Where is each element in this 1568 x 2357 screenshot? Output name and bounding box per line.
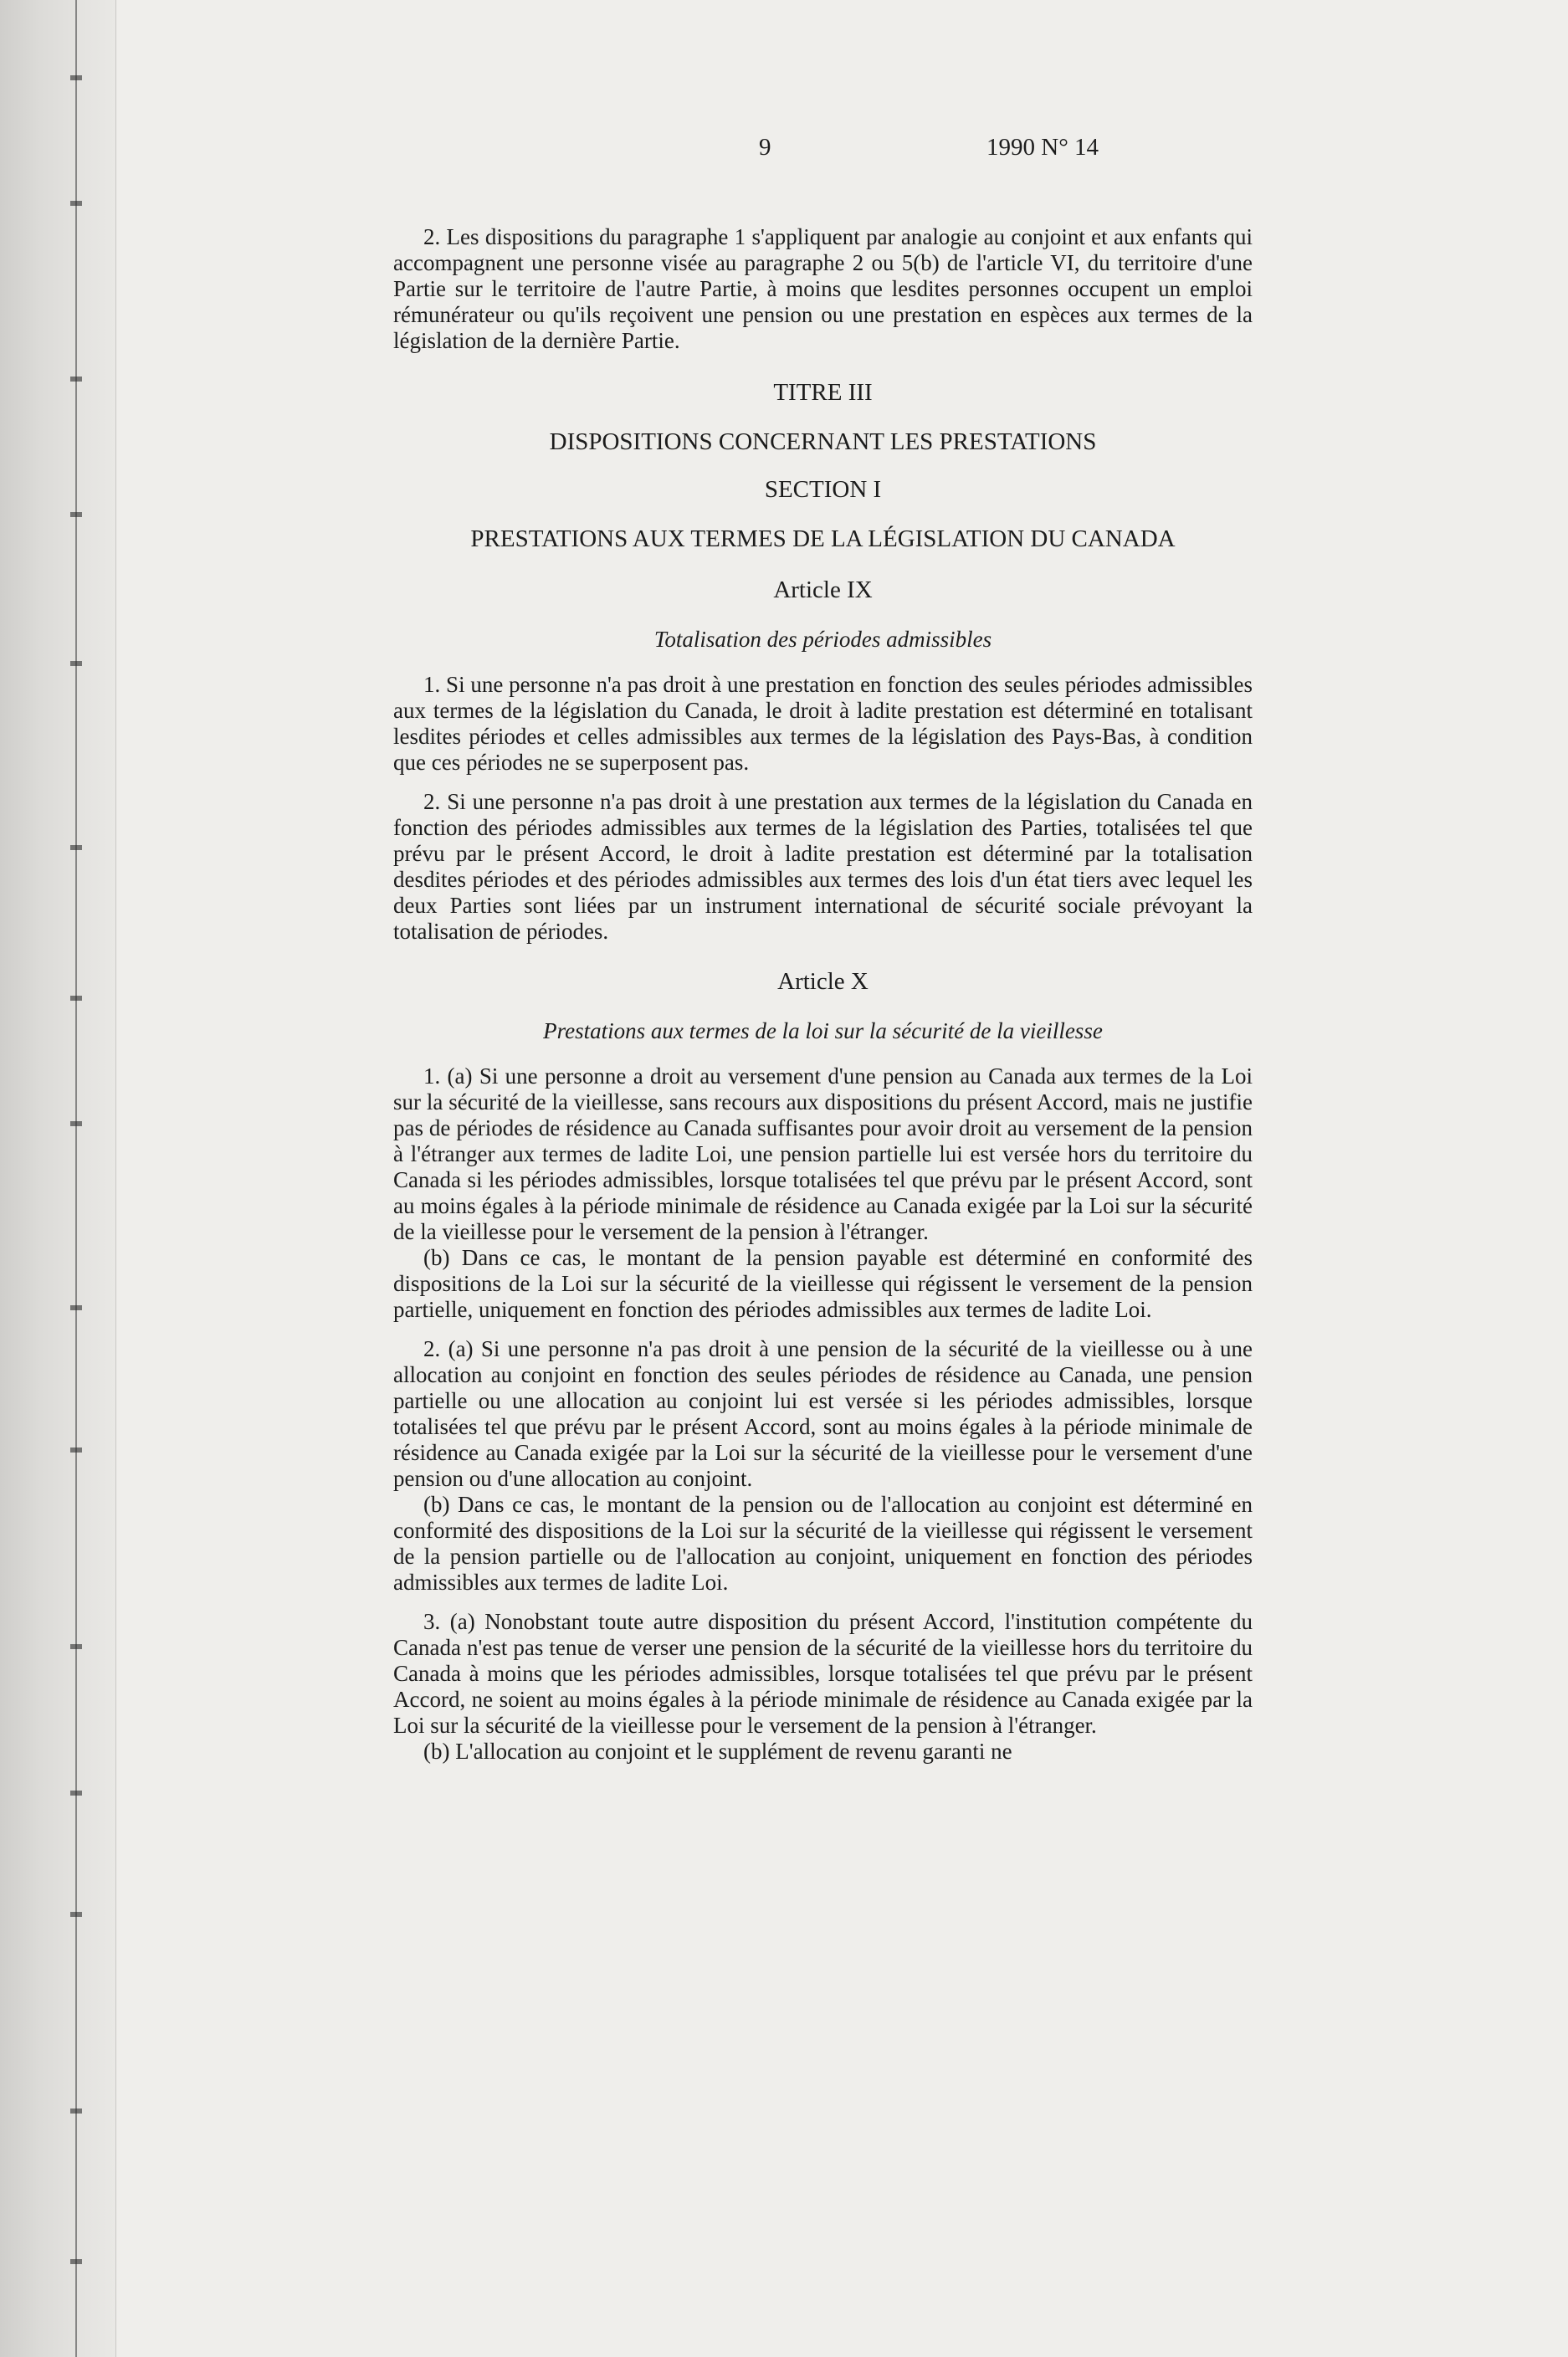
document-body xyxy=(393,224,1253,1765)
article-heading: Article X xyxy=(777,968,869,995)
article-subtitle: Prestations aux termes de la loi sur la sécurité de la vieillesse xyxy=(543,1018,1103,1043)
paragraph: (b) Dans ce cas, le montant de la pension ou de l'allocation au conjoint est déterminé en conformité des dispositions de la Loi sur la sécurité de la vieillesse qui régissent le versement de la pension partielle ou de l'allocation au conjoint, uniquement en fonction des périodes admissibles aux termes de ladite Loi. xyxy=(393,1492,1253,1595)
article-subtitle: Totalisation des périodes admissibles xyxy=(653,627,992,652)
binding-mark xyxy=(70,1791,82,1796)
title-heading: TITRE III xyxy=(773,379,873,406)
binding-mark xyxy=(70,512,82,517)
binding-mark xyxy=(70,2108,82,2114)
paragraph: 1. (a) Si une personne a droit au versement d'une pension au Canada aux termes de la Loi sur la sécurité de la vieillesse, sans recours aux dispositions du présent Accord, mais ne justifie pas de périodes de résidence au Canada suffisantes pour avoir droit au versement de la pension à l'étranger aux termes de ladite Loi, une pension partielle lui est versée hors du territoire du Canada si les périodes admissibles, lorsque totalisées tel que prévu par le présent Accord, sont au moins égales à la période minimale de résidence au Canada exigée par la Loi sur la sécurité de la vieillesse pour le versement de la pension à l'étranger. xyxy=(393,1063,1253,1244)
paragraph: 3. (a) Nonobstant toute autre disposition du présent Accord, l'institution compétente du Canada n'est pas tenue de verser une pension de la sécurité de la vieillesse hors du territoire du Canada à moins que les périodes admissibles, lorsque totalisées tel que prévu par le présent Accord, ne soient au moins égales à la période minimale de résidence au Canada exigée par la Loi sur la sécurité de la vieillesse pour le versement de la pension à l'étranger. xyxy=(393,1609,1253,1738)
section-heading: SECTION I xyxy=(764,476,882,503)
adjacent-page-edge xyxy=(0,0,116,2357)
binding-mark xyxy=(70,661,82,666)
binding-mark xyxy=(70,1121,82,1126)
binding-mark xyxy=(70,1912,82,1917)
running-header xyxy=(116,134,1568,167)
document-reference: 1990 N° 14 xyxy=(986,134,1099,161)
binding-mark xyxy=(70,1448,82,1453)
paragraph: 1. Si une personne n'a pas droit à une prestation en fonction des seules périodes admissibles aux termes de la législation du Canada, le droit à ladite prestation est déterminé en totalisant lesdites périodes et celles admissibles aux termes de la législation des Pays-Bas, à condition que ces périodes ne se superposent pas. xyxy=(393,672,1253,775)
binding-mark xyxy=(70,377,82,382)
paragraph: 2. Les dispositions du paragraphe 1 s'appliquent par analogie au conjoint et aux enfants qui accompagnent une personne visée au paragraphe 2 ou 5(b) de l'article VI, du territoire d'une Partie sur le territoire de l'autre Partie, à moins que lesdites personnes occupent un emploi rémunérateur ou qu'ils reçoivent une pension ou une prestation en espèces aux termes de la législation de la dernière Partie. xyxy=(393,224,1253,353)
binding-mark xyxy=(70,845,82,850)
paragraph: (b) L'allocation au conjoint et le supplément de revenu garanti ne xyxy=(423,1739,1012,1764)
paragraph: 2. (a) Si une personne n'a pas droit à une pension de la sécurité de la vieillesse ou à une allocation au conjoint en fonction des seules périodes de résidence au Canada, une pension partielle ou une allocation au conjoint lui est versée si les périodes admissibles, lorsque totalisées tel que prévu par le présent Accord, sont au moins égales à la période minimale de résidence au Canada exigée par la Loi sur la sécurité de la vieillesse pour le versement d'une pension ou d'une allocation au conjoint. xyxy=(393,1336,1253,1491)
binding-mark xyxy=(70,1305,82,1310)
paragraph: 2. Si une personne n'a pas droit à une prestation aux termes de la législation du Canada en fonction des périodes admissibles aux termes de la législation des Parties, totalisées tel que prévu par le présent Accord, le droit à ladite prestation est déterminé par la totalisation desdites périodes et des périodes admissibles aux termes des lois d'un état tiers avec lequel les deux Parties sont liées par un instrument international de sécurité sociale prévoyant la totalisation de périodes. xyxy=(393,789,1253,944)
binding-mark xyxy=(70,996,82,1001)
paragraph: (b) Dans ce cas, le montant de la pension payable est déterminé en conformité des dispositions de la Loi sur la sécurité de la vieillesse qui régissent le versement de la pension partielle, uniquement en fonction des périodes admissibles aux termes de ladite Loi. xyxy=(393,1245,1253,1322)
article-heading: Article IX xyxy=(773,576,873,603)
section-subheading: PRESTATIONS AUX TERMES DE LA LÉGISLATION DU CANADA xyxy=(470,525,1176,552)
binding-mark xyxy=(70,1644,82,1649)
binding-mark xyxy=(70,2259,82,2264)
binding-edge-line xyxy=(75,0,77,2357)
binding-mark xyxy=(70,75,82,80)
page-number: 9 xyxy=(759,134,771,161)
title-subheading: DISPOSITIONS CONCERNANT LES PRESTATIONS xyxy=(549,428,1097,455)
document-page xyxy=(116,0,1568,2357)
binding-mark xyxy=(70,201,82,206)
